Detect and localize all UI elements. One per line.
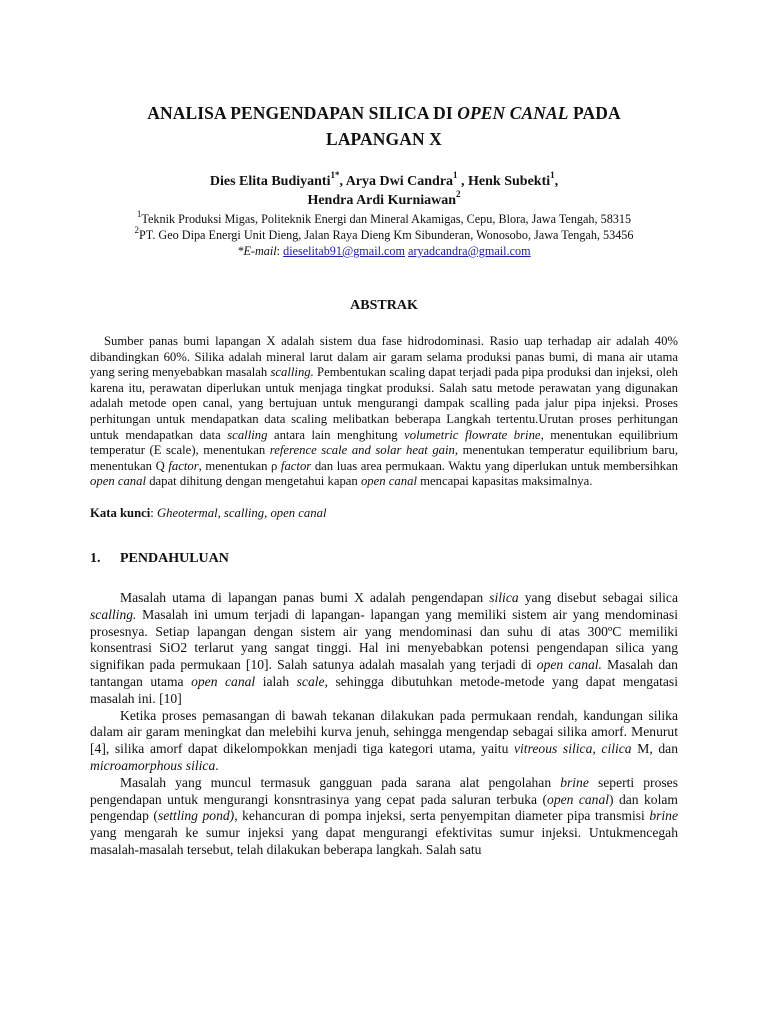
body-paragraph-1: [90, 590, 678, 708]
body-text: , kehancuran di pompa injeksi, serta penyempitan diameter pipa transmisi: [234, 808, 650, 824]
author-4-sup: 2: [456, 189, 461, 200]
abstract-text: Pembentukan scaling dapat terjadi pada pipa produksi dan injeksi, oleh karena itu, perawatan diperlukan untuk menjaga tingkat produksi. Salah satu metode perawatan yang digunakan adalah metode open canal, yang bertujuan untuk mengurangi dampak scalling pada jalur pipa injeksi. Proses perhitungan untuk mendapatkan data scaling melibatkan beberapa Langkah tertentu.Urutan proses perhitungan untuk mendapatkan data: [90, 365, 678, 442]
body-text: Masalah dan tantangan utama: [90, 657, 678, 689]
email-link-2[interactable]: aryadcandra@gmail.com: [408, 244, 531, 258]
affiliation-1-sup: 1: [136, 208, 142, 219]
body-italic: brine: [560, 774, 589, 790]
body-italic: scale: [296, 673, 325, 689]
body-italic: vitreous silica: [514, 741, 593, 757]
abstract-italic: open canal: [360, 474, 417, 489]
author-1-sup: 1*: [330, 170, 340, 181]
body-text: seperti proses pengendapan untuk mengurangi konsntrasinya yang cepat pada saluran terbuka (: [90, 774, 678, 807]
email-colon: :: [276, 244, 284, 258]
affiliation-2: [90, 224, 678, 243]
title-italic: OPEN CANAL: [457, 103, 569, 123]
body-italic: silica: [489, 589, 519, 605]
section-title: PENDAHULUAN: [120, 550, 229, 566]
abstract-text: dan luas area permukaan. Waktu yang diperlukan untuk membersihkan: [311, 458, 678, 473]
abstract-text: , menentukan ρ: [198, 458, 281, 473]
body-text: , sehingga dibutuhkan metode-metode yang dapat mengatasi masalah ini. [10]: [90, 673, 678, 706]
email-link-1[interactable]: dieselitab91@gmail.com: [283, 244, 405, 258]
author-4: Hendra Ardi Kurniawan: [307, 193, 457, 208]
abstract-text: Sumber panas bumi lapangan X adalah sistem dua fase hidrodominasi. Rasio uap terhadap air adalah 40% dibandingkan 60%. Silika adalah mineral larut dalam air garam selama produksi panas bumi, di mana air utama yang sering menyebabkan masalah: [90, 334, 678, 380]
abstract-text: mencapai kapasitas maksimalnya.: [416, 474, 593, 489]
body-text: Masalah ini umum terjadi di lapangan- lapangan yang memiliki sistem air yang mendominasi prosesnya. Setiap lapangan dengan sistem air yang mendominasi dan suhu di atas 300ºC memiliki konsentrasi SiO2 terlarut yang sangat tinggi. Hal ini menyebabkan potensi pengendapan silica yang signifikan pada permukaan [10]. Salah satunya adalah masalah yang terjadi di: [90, 606, 678, 673]
affiliation-1: [90, 208, 678, 227]
abstract-italic: scalling: [227, 427, 268, 442]
keywords-colon: :: [150, 505, 157, 520]
abstract-text: , menentukan temperatur equilibrium baru, menentukan Q: [90, 443, 679, 473]
author-1: Dies Elita Budiyanti: [209, 174, 331, 189]
abstract-text: dapat dihitung dengan mengetahui kapan: [146, 474, 361, 489]
section-number: 1.: [90, 550, 101, 566]
abstract-italic: open canal: [90, 474, 147, 489]
abstract-heading: ABSTRAK: [350, 298, 418, 313]
title-line2: LAPANGAN X: [326, 129, 442, 149]
email-line: [90, 243, 678, 259]
keywords: [90, 505, 678, 521]
body-italic: open canal: [191, 673, 256, 689]
body-text: Ketika proses pemasangan di bawah tekanan dilakukan pada permukaan rendah, kandungan silika dalam air garam meningkat dan melebihi kurva jenuh, sehingga mengendap sebagai silika amorf. Menurut [4], silika amorf dapat dikelompokkan menjadi tiga kategori utama, yaitu: [90, 707, 678, 757]
author-2-sup: 1: [453, 170, 458, 181]
body-italic: settling pond): [157, 808, 235, 824]
body-text: ) dan kolam pengendap (: [90, 791, 678, 824]
keywords-label: Kata kunci: [90, 505, 151, 520]
body-text: yang mengarah ke sumur injeksi yang dapat mengurangi efektivitas sumur injeksi. Untukmencegah masalah-masalah tersebut, telah dilakukan beberapa langkah. Salah satu: [90, 825, 678, 857]
abstract-italic: scalling.: [270, 365, 314, 380]
abstract-text: , menentukan equilibrium temperatur (E scale), menentukan: [90, 427, 678, 458]
body-text: M, dan: [631, 741, 678, 757]
email-label: *E-mail: [237, 244, 277, 258]
affiliation-2-text: PT. Geo Dipa Energi Unit Dieng, Jalan Raya Dieng Km Sibunderan, Wonosobo, Jawa Tengah, 53456: [139, 228, 634, 242]
body-italic: open canal.: [536, 657, 602, 673]
body-text: ,: [592, 741, 602, 757]
keywords-value: Gheotermal, scalling, open canal: [156, 505, 327, 520]
body-italic: microamorphous silica: [90, 757, 216, 773]
abstract-italic: factor: [280, 458, 312, 473]
author-3-sup: 1: [550, 170, 555, 181]
author-3-end: ,: [554, 174, 559, 189]
body-italic: scalling.: [90, 606, 137, 622]
body-text: Masalah utama di lapangan panas bumi X adalah pengendapan: [120, 589, 490, 605]
abstract-italic: volumetric flowrate brine: [404, 427, 541, 442]
body-text: .: [215, 757, 219, 773]
body-paragraph-2: [90, 708, 678, 775]
abstract-body: [90, 334, 678, 490]
paper-title: [90, 0, 678, 152]
section-heading: [90, 550, 678, 568]
author-list: [90, 172, 678, 210]
body-italic: brine: [649, 808, 679, 824]
affiliation-1-text: Teknik Produksi Migas, Politeknik Energi dan Mineral Akamigas, Cepu, Blora, Jawa Tengah, 58315: [141, 212, 632, 226]
body-text: yang disebut sebagai silica: [518, 589, 678, 605]
abstract-italic: reference scale and solar heat gain: [269, 443, 455, 458]
body-paragraph-3: [90, 775, 678, 859]
body-italic: cilica: [601, 741, 632, 757]
title-part1: ANALISA PENGENDAPAN SILICA DI: [147, 103, 458, 123]
title-part2: PADA: [568, 103, 621, 123]
body-text: ialah: [255, 673, 297, 689]
abstract-text: antara lain menghitung: [267, 427, 405, 442]
abstract-italic: factor: [168, 458, 199, 473]
body-text: Masalah yang muncul termasuk gangguan pada sarana alat pengolahan: [120, 774, 561, 790]
body-italic: open canal: [547, 791, 610, 807]
affiliation-2-sup: 2: [134, 224, 139, 235]
author-3: , Henk Subekti: [457, 174, 551, 189]
author-2: , Arya Dwi Candra: [339, 174, 454, 189]
